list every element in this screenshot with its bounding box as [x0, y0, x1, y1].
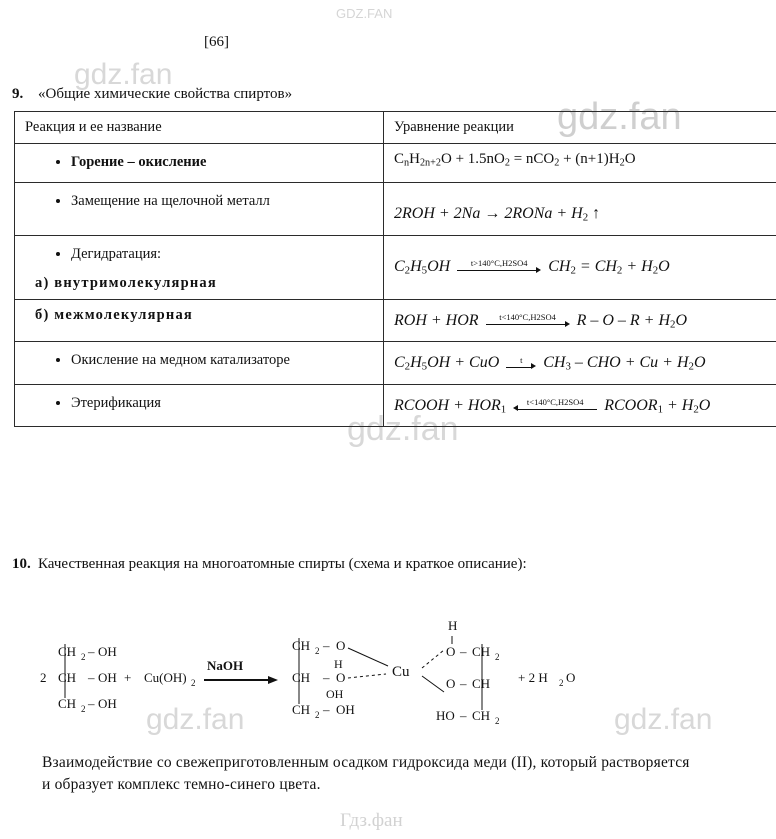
watermark-4: gdz.fan — [146, 703, 245, 736]
scheme-h-top: H — [448, 618, 458, 633]
svg-text:2: 2 — [81, 652, 86, 662]
scheme-reagent: Cu(OH) — [144, 670, 187, 685]
bullet-list — [25, 151, 375, 173]
table-header-row — [15, 112, 776, 144]
svg-text:–: – — [88, 670, 95, 685]
reaction-label: • Окисление на медном катализаторе — [71, 349, 375, 371]
svg-text:O: O — [446, 676, 456, 691]
reaction-name-cell — [15, 235, 384, 299]
equation-esterification: RCOOH + $HOR_1$ t<140°C,H2SO4 $RCOOR_1 + H_2O$ — [394, 396, 711, 416]
table-row — [15, 300, 776, 342]
properties-table — [14, 111, 776, 427]
equation-cell — [384, 342, 776, 384]
table-row — [15, 144, 776, 183]
reaction-arrow: t>140°C,H2SO4 — [457, 259, 541, 275]
svg-text:O: O — [566, 670, 576, 685]
reaction-scheme — [40, 606, 740, 746]
scheme-oh-label: OH — [326, 687, 344, 701]
reaction-name-cell — [15, 342, 384, 384]
watermark-bottom: Гдз.фан — [340, 810, 403, 831]
scheme-product-mid-left: CH — [292, 670, 311, 685]
task-10-heading — [12, 553, 672, 576]
reaction-sublabel-a: а) внутримолекулярная — [35, 275, 217, 292]
task-9-number: 9. — [12, 86, 24, 102]
scheme-product-mid-right: CH — [472, 676, 491, 691]
reaction-name-cell — [15, 384, 384, 426]
scheme-metal: Cu — [392, 664, 410, 680]
svg-text:2: 2 — [495, 716, 500, 726]
svg-text:–: – — [323, 638, 330, 653]
scheme-water: + 2 H — [518, 670, 548, 685]
equation-cell — [384, 300, 776, 342]
svg-text:CH: CH — [472, 708, 491, 723]
table-row — [15, 342, 776, 384]
equation-cell — [384, 183, 776, 235]
equation-cell — [384, 384, 776, 426]
svg-text:–: – — [460, 708, 467, 723]
svg-text:–: – — [88, 696, 95, 711]
svg-text:CH: CH — [472, 644, 491, 659]
svg-text:–: – — [460, 644, 467, 659]
reaction-name-cell — [15, 183, 384, 235]
svg-text:2: 2 — [81, 704, 86, 714]
svg-text:2: 2 — [315, 710, 320, 720]
svg-text:OH: OH — [98, 644, 117, 659]
svg-text:OH: OH — [98, 696, 117, 711]
scheme-product-bottom-right: HO — [436, 708, 455, 723]
equation-intramolecular-dehydration: $C_2H_5OH$ t>140°C,H2SO4 $CH_2 = CH_2 + H_2O$ — [394, 257, 670, 277]
reaction-sublabel-b: б) межмолекулярная — [35, 307, 193, 324]
svg-text:O: O — [336, 670, 346, 685]
scheme-left-line-3: CH — [58, 696, 77, 711]
watermark-2: gdz.fan — [557, 96, 682, 138]
reaction-arrow: t<140°C,H2SO4 — [486, 313, 570, 329]
page-number: [66] — [204, 34, 229, 50]
reaction-scheme-svg — [40, 606, 740, 746]
reaction-name-cell — [15, 144, 384, 183]
reaction-label: • Дегидратация: — [71, 243, 375, 265]
svg-text:2: 2 — [191, 678, 196, 688]
scheme-product-bottom-left: CH — [292, 702, 311, 717]
equation-intermolecular-dehydration: ROH + HOR t<140°C,H2SO4 $R - O - R + H_2O$ — [394, 312, 688, 331]
reaction-arrow: t<140°C,H2SO4 — [513, 398, 597, 414]
watermark-3: gdz.fan — [347, 410, 459, 448]
task-10-number: 10. — [12, 556, 31, 572]
scheme-coefficient: 2 — [40, 670, 47, 685]
equation-cell — [384, 235, 776, 299]
header-reaction-name: Реакция и ее название — [15, 112, 384, 144]
reaction-label: • Этерификация — [71, 392, 375, 414]
task-10-text: Качественная реакция на многоатомные спирты (схема и краткое описание): — [38, 556, 527, 572]
scheme-oh-left: H — [334, 657, 343, 671]
reaction-label: • Замещение на щелочной металл — [71, 190, 375, 212]
watermark-5: gdz.fan — [614, 703, 713, 736]
svg-text:2: 2 — [315, 646, 320, 656]
watermark-top: GDZ.FAN — [336, 6, 393, 21]
bullet-list — [25, 190, 375, 212]
equation-copper-oxidation: $C_2H_5OH$ + CuO t $CH_3$ – CHO + $Cu + H_2O$ — [394, 354, 706, 374]
scheme-product-top-left: CH — [292, 638, 311, 653]
table-row — [15, 384, 776, 426]
scheme-arrow-label: NaOH — [207, 658, 244, 673]
task-9-heading — [12, 86, 752, 103]
svg-text:–: – — [323, 670, 330, 685]
task-10-conclusion: Взаимодействие со свежеприготовленным осадком гидроксида меди (II), который растворяется и образует комплекс темно-синего цвета. — [42, 754, 690, 794]
table-row — [15, 235, 776, 299]
task-9-title: «Общие химические свойства спиртов» — [38, 86, 293, 102]
header-equation: Уравнение реакции — [384, 112, 776, 144]
reaction-label: • Горение – окисление — [71, 151, 375, 173]
table-row — [15, 183, 776, 235]
reaction-arrow: t — [506, 356, 536, 372]
bullet-list — [25, 349, 375, 371]
equation-combustion: $C_nH_{2n+2}O + 1.5nO_2 = nCO_2 + (n+1)H_2O$ — [394, 151, 636, 169]
bullet-list — [25, 243, 375, 265]
svg-text:OH: OH — [336, 702, 355, 717]
scheme-left-line-1: CH — [58, 644, 77, 659]
reaction-name-cell — [15, 300, 384, 342]
scheme-left-line-2: CH — [58, 670, 77, 685]
svg-text:–: – — [323, 702, 330, 717]
equation-cell — [384, 144, 776, 183]
svg-text:–: – — [88, 644, 95, 659]
scheme-plus-1: + — [124, 670, 132, 685]
equation-substitution: 2ROH + 2Na → 2RONa + $H_2$ ↑ — [394, 205, 601, 225]
watermark-1: gdz.fan — [74, 58, 173, 91]
svg-text:2: 2 — [495, 652, 500, 662]
svg-text:OH: OH — [98, 670, 117, 685]
scheme-product-top-right: O — [446, 644, 456, 659]
svg-text:–: – — [460, 676, 467, 691]
bullet-list — [25, 392, 375, 414]
svg-text:2: 2 — [559, 678, 564, 688]
svg-text:O: O — [336, 638, 346, 653]
